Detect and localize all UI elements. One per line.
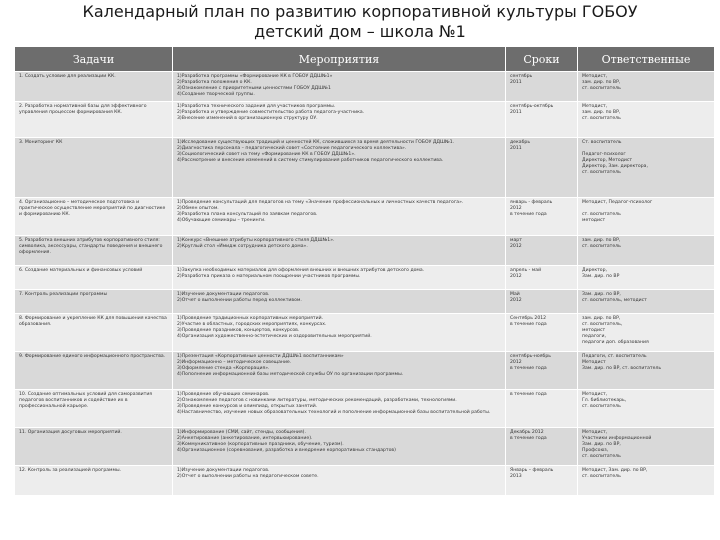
dates-cell bbox=[506, 428, 578, 466]
task-text: 2. Разработка нормативной базы для эффективного управления процессом формирования КК. bbox=[19, 104, 147, 116]
table-row bbox=[15, 236, 715, 266]
event-line: 4)Организация художественно-эстетических и оздоровительных мероприятий. bbox=[177, 334, 372, 340]
header-responsible: Ответственные bbox=[578, 47, 715, 72]
task-text: 12. Контроль за реализацией программы. bbox=[19, 468, 122, 473]
task-text: 4. Организационно – методическое подготовка и практическое осуществление мероприятий по диагностике и формированию КК. bbox=[19, 200, 166, 218]
event-line: 3)Ознакомление с приоритетными ценностями ГОБОУ ДДШ№1 bbox=[177, 86, 331, 92]
responsible-cell bbox=[578, 138, 715, 198]
table-body bbox=[15, 72, 715, 496]
task-text: 11. Организация досуговых мероприятий. bbox=[19, 430, 122, 435]
header-events: Мероприятия bbox=[173, 47, 506, 72]
events-cell bbox=[173, 290, 506, 314]
date-line: Январь – февраль bbox=[510, 468, 554, 473]
task-cell bbox=[15, 198, 173, 236]
responsible-cell bbox=[578, 198, 715, 236]
responsible-line: ст. воспитатель bbox=[582, 212, 621, 218]
event-line: 4)Наставничество, изучение новых образовательных технологий и пополнение информационной базы воспитательной работы. bbox=[177, 410, 491, 416]
table-row bbox=[15, 266, 715, 290]
responsible-line: ст. воспитатель bbox=[582, 474, 621, 480]
date-line: 2012 bbox=[510, 360, 522, 366]
event-line: 2)Разработка и утверждение совместительство работа педагога-участника. bbox=[177, 110, 365, 116]
dates-cell bbox=[506, 198, 578, 236]
dates-cell bbox=[506, 390, 578, 428]
event-line: 1)Проведение консультаций для педагогов на тему «Значение профессиональных и личностных качеств педагога». bbox=[177, 200, 464, 205]
date-line: 2012 bbox=[510, 206, 522, 212]
responsible-line: Педагоги, ст. воспитатель bbox=[582, 354, 647, 359]
responsible-line: педагоги, bbox=[582, 334, 606, 340]
responsible-cell bbox=[578, 102, 715, 138]
event-line: 2)Обмен опытом. bbox=[177, 206, 219, 212]
responsible-line: ст. воспитатель bbox=[582, 454, 621, 460]
responsible-line: Методист, bbox=[582, 104, 608, 109]
responsible-line: ст. воспитатель bbox=[582, 86, 621, 92]
responsible-line: Зам. дир. по ВР bbox=[582, 274, 620, 280]
event-line: 2)Разработка положения о КК. bbox=[177, 80, 252, 86]
responsible-cell bbox=[578, 72, 715, 102]
responsible-line: Методист, Зам. дир. по ВР, bbox=[582, 468, 648, 473]
events-cell bbox=[173, 198, 506, 236]
event-line: 3)Проведение праздников, концертов, конкурсов. bbox=[177, 328, 300, 334]
task-text: 1. Создать условие для реализации КК. bbox=[19, 74, 116, 79]
responsible-line: ст. воспитатель, bbox=[582, 322, 623, 328]
events-cell bbox=[173, 236, 506, 266]
responsible-line: Директор, Методист bbox=[582, 158, 633, 164]
event-line: 1)Закупка необходимых материалов для оформления внешних и внешних атрибутов детского дома. bbox=[177, 268, 425, 273]
table-row bbox=[15, 102, 715, 138]
event-line: 3)Оформление стенда «Корпорация». bbox=[177, 366, 270, 372]
event-line: 2)Разработка приказа о материальном поощрении участников программы. bbox=[177, 274, 361, 280]
task-text: 5. Разработка внешних атрибутов корпоративного стиля: символика, аксессуары, стандарты поведения и внешнего оформления. bbox=[19, 238, 163, 256]
date-line: в течение года bbox=[510, 392, 547, 397]
responsible-line: Методист, bbox=[582, 392, 608, 397]
responsible-line: Зам. дир. по ВР, bbox=[582, 292, 621, 297]
date-line: 2011 bbox=[510, 80, 522, 86]
table-row bbox=[15, 352, 715, 390]
responsible-line: ст. воспитатель bbox=[582, 116, 621, 122]
event-line: 1)Разработка технического задания для участников программы. bbox=[177, 104, 336, 109]
responsible-line: Профсоюз, bbox=[582, 448, 609, 454]
task-cell bbox=[15, 314, 173, 352]
responsible-line: педагоги доп. образования bbox=[582, 340, 649, 346]
event-line: 1)Разработка программы «Формирование КК в ГОБОУ ДДШ№1» bbox=[177, 74, 333, 79]
date-line: 2012 bbox=[510, 298, 522, 304]
task-cell bbox=[15, 72, 173, 102]
events-cell bbox=[173, 314, 506, 352]
header-tasks: Задачи bbox=[15, 47, 173, 72]
task-cell bbox=[15, 290, 173, 314]
date-line: 2012 bbox=[510, 244, 522, 250]
date-line: декабрь bbox=[510, 140, 531, 145]
responsible-line: Методист bbox=[582, 360, 606, 366]
date-line: в течение года bbox=[510, 212, 547, 218]
event-line: 1)Конкурс «Внешние атрибуты корпоративного стиля ДДШ№1». bbox=[177, 238, 335, 243]
task-cell bbox=[15, 352, 173, 390]
task-cell bbox=[15, 236, 173, 266]
responsible-line: Участники информационной bbox=[582, 436, 652, 442]
responsible-line: ст. воспитатель bbox=[582, 404, 621, 410]
responsible-line: ст. воспитатель bbox=[582, 244, 621, 250]
responsible-cell bbox=[578, 466, 715, 496]
responsible-cell bbox=[578, 290, 715, 314]
responsible-line: ст. воспитатель bbox=[582, 170, 621, 176]
event-line: 2)Анкетирование (анкетирование, интервьюирование). bbox=[177, 436, 313, 442]
task-cell bbox=[15, 428, 173, 466]
event-line: 2)Отчет о выполнении работы на педагогическом совете. bbox=[177, 474, 319, 480]
table-row bbox=[15, 428, 715, 466]
dates-cell bbox=[506, 290, 578, 314]
date-line: сентябрь-октябрь bbox=[510, 104, 554, 109]
responsible-line: Директор, bbox=[582, 268, 607, 273]
title-line-2: детский дом – школа №1 bbox=[254, 22, 466, 41]
responsible-line: Методист, Педагог-психолог bbox=[582, 200, 653, 205]
dates-cell bbox=[506, 72, 578, 102]
date-line: январь - февраль bbox=[510, 200, 553, 205]
page-title bbox=[0, 0, 720, 44]
dates-cell bbox=[506, 352, 578, 390]
responsible-cell bbox=[578, 266, 715, 290]
responsible-cell bbox=[578, 236, 715, 266]
event-line: 1)Исследование существующих традиций и ценностей КК, сложившихся за время деятельности ГОБОУ ДДШ№1. bbox=[177, 140, 455, 145]
plan-table bbox=[14, 46, 715, 496]
date-line: апрель - май bbox=[510, 268, 542, 273]
responsible-cell bbox=[578, 428, 715, 466]
dates-cell bbox=[506, 138, 578, 198]
dates-cell bbox=[506, 236, 578, 266]
task-cell bbox=[15, 266, 173, 290]
task-text: 8. Формирование и укрепление КК для повышения качества образования. bbox=[19, 316, 167, 328]
event-line: 2)Информационно – методическое совещание. bbox=[177, 360, 292, 366]
event-line: 1)Изучение документации педагогов. bbox=[177, 292, 270, 297]
table-row bbox=[15, 314, 715, 352]
date-line: в течение года bbox=[510, 436, 547, 442]
date-line: 2011 bbox=[510, 110, 522, 116]
responsible-line: Зам. дир. по ВР, ст. воспитатель bbox=[582, 366, 662, 372]
date-line: март bbox=[510, 238, 522, 243]
responsible-line: методист bbox=[582, 328, 606, 334]
event-line: 4)Организационное (соревнования, разработка и внедрение корпоративных стандартов) bbox=[177, 448, 396, 454]
table-row bbox=[15, 290, 715, 314]
task-text: 9. Формирование единого информационного пространства. bbox=[19, 354, 166, 359]
task-cell bbox=[15, 390, 173, 428]
event-line: 1)Проведение традиционных корпоративных мероприятий. bbox=[177, 316, 324, 321]
event-line: 1)Презентация «Корпоративные ценности ДДШ№1 воспитанникам» bbox=[177, 354, 344, 359]
dates-cell bbox=[506, 266, 578, 290]
event-line: 2)Круглый стол «Имидж сотрудника детского дома». bbox=[177, 244, 308, 250]
task-cell bbox=[15, 138, 173, 198]
responsible-line: Методист, bbox=[582, 74, 608, 79]
events-cell bbox=[173, 352, 506, 390]
event-line: 2)Отчет о выполнении работы перед коллективом. bbox=[177, 298, 302, 304]
event-line: 3)Социологический совет на тему «Формирование КК в ГОБОУ ДДШ№1». bbox=[177, 152, 356, 158]
event-line: 4)Рассмотрение и внесение изменений в систему стимулирования работников педагогического коллектива. bbox=[177, 158, 444, 164]
responsible-cell bbox=[578, 352, 715, 390]
event-line: 4)Создание творческой группы. bbox=[177, 92, 255, 98]
table-header-row bbox=[15, 47, 715, 72]
responsible-line: Педагог-психолог bbox=[582, 152, 626, 158]
responsible-line: зам. дир. по ВР, bbox=[582, 110, 621, 116]
date-line: Сентябрь 2012 bbox=[510, 316, 547, 321]
title-line-1: Календарный план по развитию корпоративной культуры ГОБОУ bbox=[82, 2, 638, 21]
task-cell bbox=[15, 466, 173, 496]
date-line: 2012 bbox=[510, 274, 522, 280]
responsible-line: зам. дир. по ВР, bbox=[582, 316, 621, 321]
date-line: Май bbox=[510, 292, 520, 297]
responsible-cell bbox=[578, 314, 715, 352]
events-cell bbox=[173, 102, 506, 138]
responsible-line: зам. дир. по ВР, bbox=[582, 80, 621, 86]
event-line: 2)Ознакомление педагогов с новинками литературы, методических рекомендаций, разработками, технологиями. bbox=[177, 398, 457, 404]
event-line: 1)Проведение обучающих семинаров. bbox=[177, 392, 270, 397]
event-line: 1)Информирование (СМИ, сайт, стенды, сообщения). bbox=[177, 430, 306, 435]
events-cell bbox=[173, 138, 506, 198]
event-line: 3)Проведение конкурсов и олимпиад, открытых занятий. bbox=[177, 404, 318, 410]
responsible-line: Методист, bbox=[582, 430, 608, 435]
date-line: в течение года bbox=[510, 322, 547, 328]
task-text: 10. Создание оптимальных условий для саморазвития педагогов воспитанников и содействие их в профессиональной карьере. bbox=[19, 392, 153, 410]
responsible-line: Гл. библиотекарь, bbox=[582, 398, 627, 404]
responsible-line: зам. дир. по ВР, bbox=[582, 238, 621, 243]
table-row bbox=[15, 72, 715, 102]
events-cell bbox=[173, 266, 506, 290]
responsible-line: Директор, Зам. директора, bbox=[582, 164, 648, 170]
task-text: 3. Мониторинг КК bbox=[19, 140, 63, 145]
events-cell bbox=[173, 428, 506, 466]
date-line: сентябрь-ноябрь bbox=[510, 354, 551, 359]
events-cell bbox=[173, 390, 506, 428]
event-line: 1)Изучение документации педагогов. bbox=[177, 468, 270, 473]
task-cell bbox=[15, 102, 173, 138]
table-row bbox=[15, 390, 715, 428]
event-line: 2)Диагностика персонала – педагогический совет «Состояние педагогического коллектива». bbox=[177, 146, 407, 152]
responsible-line: Ст. воспитатель bbox=[582, 140, 622, 145]
table-row bbox=[15, 138, 715, 198]
table-row bbox=[15, 466, 715, 496]
task-text: 6. Создание материальных и финансовых условий bbox=[19, 268, 143, 273]
date-line: сентябрь bbox=[510, 74, 533, 79]
dates-cell bbox=[506, 102, 578, 138]
date-line: 2011 bbox=[510, 146, 522, 152]
events-cell bbox=[173, 72, 506, 102]
responsible-line: Зам. дир. по ВР, bbox=[582, 442, 621, 448]
events-cell bbox=[173, 466, 506, 496]
event-line: 2)Участие в областных, городских мероприятиях, конкурсах. bbox=[177, 322, 327, 328]
responsible-line: ст. воспитатель, методист bbox=[582, 298, 647, 304]
task-text: 7. Контроль реализации программы bbox=[19, 292, 108, 297]
event-line: 3)Внесение изменений в организационную структуру ОУ. bbox=[177, 116, 318, 122]
event-line: 4)Пополнение информационной базы методической службы ОУ по организации программы. bbox=[177, 372, 404, 378]
event-line: 4)Обучающие семинары – тренинги. bbox=[177, 218, 266, 224]
event-line: 3)Коммуникативное (корпоративные праздники, обучение, туризм). bbox=[177, 442, 344, 448]
dates-cell bbox=[506, 314, 578, 352]
header-dates: Сроки bbox=[506, 47, 578, 72]
responsible-cell bbox=[578, 390, 715, 428]
date-line: в течение года bbox=[510, 366, 547, 372]
responsible-line: методист bbox=[582, 218, 606, 224]
event-line: 3)Разработка плана консультаций по заявкам педагогов. bbox=[177, 212, 318, 218]
dates-cell bbox=[506, 466, 578, 496]
date-line: 2013 bbox=[510, 474, 522, 480]
date-line: Декабрь 2012 bbox=[510, 430, 544, 435]
table-row bbox=[15, 198, 715, 236]
